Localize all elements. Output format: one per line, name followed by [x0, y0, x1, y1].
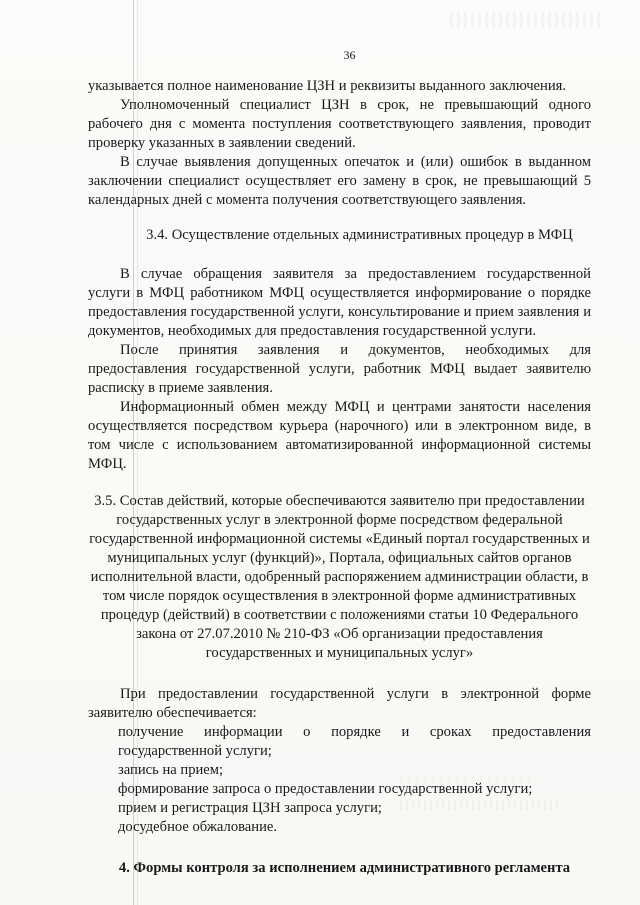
- paragraph: После принятия заявления и документов, необходимых для предоставления государственной услуги, работник МФЦ выдает заявителю расписку в приеме заявления.: [88, 342, 591, 396]
- paragraph: В случае обращения заявителя за предоставлением государственной услуги в МФЦ работником МФЦ осуществляется информирование о порядке предоставления государственной услуги, консультирование и прием заявления и документов, необходимых для предоставления государственной услуги.: [88, 266, 591, 339]
- section-heading-3-4: 3.4. Осуществление отдельных административных процедур в МФЦ: [146, 227, 573, 243]
- paragraph: Информационный обмен между МФЦ и центрами занятости населения осуществляется посредством курьера (нарочного) или в электронном виде, в том числе с использованием автоматизированной информационной системы МФЦ.: [88, 399, 591, 472]
- section-heading-4: 4. Формы контроля за исполнением административного регламента: [118, 860, 571, 876]
- page-number: 36: [343, 48, 356, 62]
- list-item: получение информации о порядке и сроках предоставления государственной услуги;: [118, 724, 591, 759]
- paragraph: Уполномоченный специалист ЦЗН в срок, не превышающий одного рабочего дня с момента поступления соответствующего заявления, проводит проверку указанных в заявлении сведений.: [88, 97, 591, 151]
- paragraph: В случае выявления допущенных опечаток и (или) ошибок в выданном заключении специалист осуществляет его замену в срок, не превышающий 5 календарных дней с момента получения соответствующего заявления.: [88, 154, 591, 208]
- paragraph: При предоставлении государственной услуги в электронной форме заявителю обеспечивается:: [88, 686, 591, 721]
- scan-artifact: [450, 12, 600, 28]
- paragraph: указывается полное наименование ЦЗН и реквизиты выданного заключения.: [88, 78, 567, 94]
- list-item: формирование запроса о предоставлении государственной услуги;: [118, 781, 533, 797]
- list-item: досудебное обжалование.: [118, 819, 278, 835]
- document-body: [88, 46, 591, 878]
- section-heading-3-5: 3.5. Состав действий, которые обеспечиваются заявителю при предоставлении государственных услуг в электронной форме посредством федеральной государственной информационной системы «Единый портал государственных и муниципальных услуг (функций)», Портала, официальных сайтов органов исполнительной власти, одобренный распоряжением администрации области, в том числе порядок осуществления в электронной форме административных процедур (действий) в соответствии с положениями статьи 10 Федерального закона от 27.07.2010 № 210-ФЗ «Об организации предоставления государственных и муниципальных услуг»: [89, 493, 590, 661]
- list-item: прием и регистрация ЦЗН запроса услуги;: [118, 800, 382, 816]
- list-item: запись на прием;: [118, 762, 224, 778]
